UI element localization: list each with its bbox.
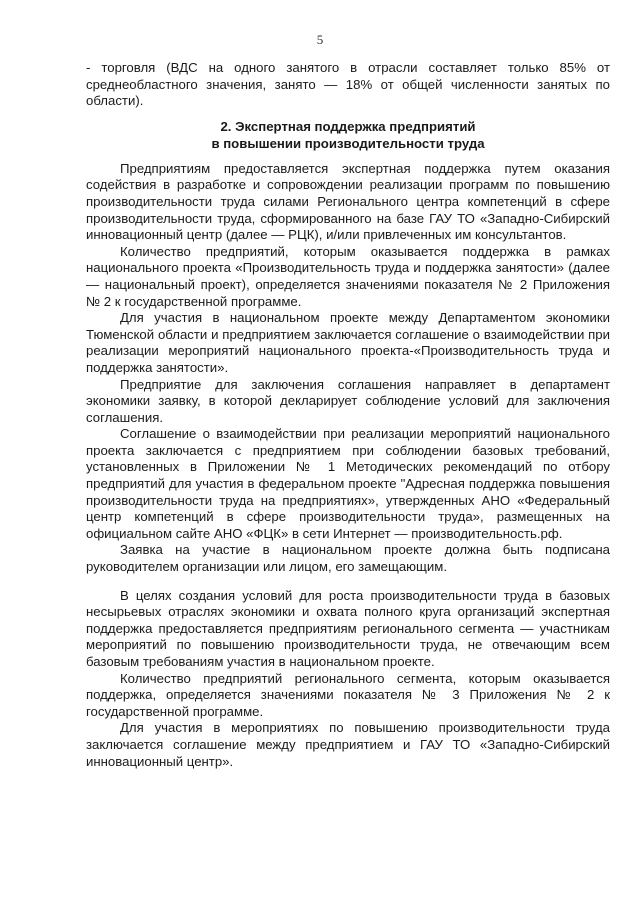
paragraph: Заявка на участие в национальном проекте должна быть подписана руководителем организации или лицом, его замещающим. [86, 542, 610, 575]
document-body [86, 60, 610, 770]
paragraph: В целях создания условий для роста производительности труда в базовых несырьевых отраслях экономики и охвата полного круга организаций экспертная поддержка предоставляется предприятиям регионального сегмента — участникам мероприятий по повышению производительности труда, не отвечающим всем базовым требованиям участия в национальном проекте. [86, 587, 610, 669]
section-heading [86, 118, 610, 152]
paragraph: Предприятиям предоставляется экспертная поддержка путем оказания содействия в разработке и сопровождении реализации программ по повышению производительности труда силами Регионального центра компетенций в сфере производительности труда, сформированного на базе ГАУ ТО «Западно-Сибирский инновационный центр (далее — РЦК), и/или привлеченных им консультантов. [86, 160, 610, 243]
paragraph: Количество предприятий, которым оказывается поддержка в рамках национального проекта «Производительность труда и поддержка занятости» (далее — национальный проект), определяется значениями показателя № 2 Приложения № 2 к государственной программе. [86, 243, 610, 309]
paragraph: Для участия в мероприятиях по повышению производительности труда заключается соглашение между предприятием и ГАУ ТО «Западно-Сибирский инновационный центр». [86, 720, 610, 769]
paragraph: Количество предприятий регионального сегмента, которым оказывается поддержка, определяется значениями показателя № 3 Приложения № 2 к государственной программе. [86, 670, 610, 719]
intro-paragraph: - торговля (ВДС на одного занятого в отрасли составляет только 85% от среднеобластного значения, занято — 18% от общей численности занятых по области). [86, 60, 610, 109]
section-heading-line-1: 2. Экспертная поддержка предприятий [220, 118, 476, 134]
paragraph: Предприятие для заключения соглашения направляет в департамент экономики заявку, в которой декларирует соблюдение условий для заключения соглашения. [86, 376, 610, 425]
section-heading-line-2: в повышении производительности труда [211, 135, 485, 151]
paragraph-gap [86, 576, 610, 588]
page-number: 5 [316, 32, 324, 47]
paragraph: Соглашение о взаимодействии при реализации мероприятий национального проекта заключается с предприятием при соблюдении базовых требований, установленных в Приложении № 1 Методических рекомендаций по отбору предприятий для участия в федеральном проекте "Адресная поддержка повышения производительности труда на предприятиях», утвержденных АНО «Федеральный центр компетенций в сфере производительности труда», размещенных на официальном сайте АНО «ФЦК» в сети Интернет — производительность.рф. [86, 426, 610, 541]
paragraph: Для участия в национальном проекте между Департаментом экономики Тюменской области и предприятием заключается соглашение о взаимодействии при реализации мероприятий национального проекта-«Производительность труда и поддержка занятости». [86, 310, 610, 375]
